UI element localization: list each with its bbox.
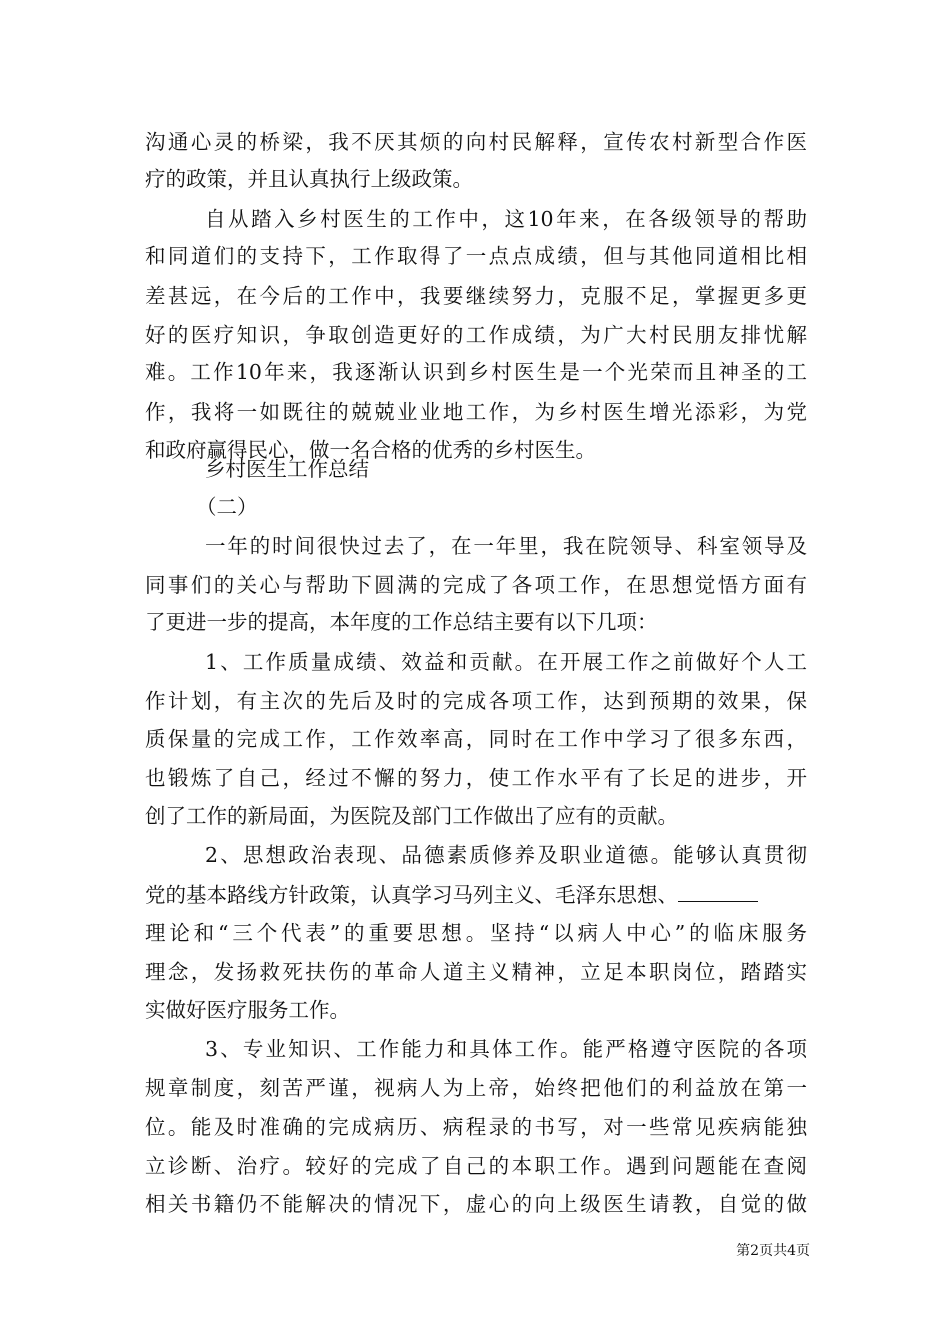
text-line: 也锻炼了自己，经过不懈的努力，使工作水平有了长足的进步，开	[145, 766, 807, 790]
text-line: 和同道们的支持下，工作取得了一点点成绩，但与其他同道相比相	[145, 244, 807, 268]
text-line: 创了工作的新局面，为医院及部门工作做出了应有的贡献。	[145, 804, 678, 828]
text-line: 位。能及时准确的完成病历、病程录的书写，对一些常见疾病能独	[145, 1115, 807, 1139]
text-line: 了更进一步的提高，本年度的工作总结主要有以下几项：	[145, 610, 658, 634]
text-line: 疗的政策，并且认真执行上级政策。	[145, 167, 473, 191]
text-line: 和政府赢得民心，做一名合格的优秀的乡村医生。	[145, 438, 596, 462]
text-line: 作，我将一如既往的兢兢业业地工作，为乡村医生增光添彩，为党	[145, 400, 807, 424]
text-line: 好的医疗知识，争取创造更好的工作成绩，为广大村民朋友排忧解	[145, 323, 807, 347]
text-line: 沟通心灵的桥梁，我不厌其烦的向村民解释，宣传农村新型合作医	[145, 130, 807, 154]
page-indicator: 第2页共4页	[736, 1243, 810, 1259]
section-number: （二）	[196, 495, 258, 519]
paragraph-first-line: 3、专业知识、工作能力和具体工作。能严格遵守医院的各项	[205, 1037, 807, 1061]
paragraph-first-line: 自从踏入乡村医生的工作中，这10年来，在各级领导的帮助	[205, 207, 807, 231]
text-line: 差甚远，在今后的工作中，我要继续努力，克服不足，掌握更多更	[145, 284, 807, 308]
text-line: 作计划，有主次的先后及时的完成各项工作，达到预期的效果，保	[145, 689, 807, 713]
text-line: 质保量的完成工作，工作效率高，同时在工作中学习了很多东西，	[145, 727, 807, 751]
text-segment: 党的基本路线方针政策，认真学习马列主义、毛泽东思想、	[145, 883, 678, 907]
text-line: 难。工作10年来，我逐渐认识到乡村医生是一个光荣而且神圣的工	[145, 360, 807, 384]
text-line: 同事们的关心与帮助下圆满的完成了各项工作，在思想觉悟方面有	[145, 573, 807, 597]
fill-in-blank	[678, 881, 758, 902]
text-line: 规章制度，刻苦严谨，视病人为上帝，始终把他们的利益放在第一	[145, 1076, 807, 1100]
text-line: 立诊断、治疗。较好的完成了自己的本职工作。遇到问题能在查阅	[145, 1154, 807, 1178]
text-line: 实做好医疗服务工作。	[145, 998, 350, 1022]
paragraph-first-line: 1、工作质量成绩、效益和贡献。在开展工作之前做好个人工	[205, 650, 807, 674]
paragraph-first-line: 一年的时间很快过去了，在一年里，我在院领导、科室领导及	[205, 534, 807, 558]
text-line-with-blank	[145, 875, 807, 915]
text-line: 理念，发扬救死扶伤的革命人道主义精神，立足本职岗位，踏踏实	[145, 960, 807, 984]
text-line: 相关书籍仍不能解决的情况下，虚心的向上级医生请教，自觉的做	[145, 1192, 807, 1216]
section-title: 乡村医生工作总结	[205, 457, 369, 481]
text-line: 理论和“三个代表”的重要思想。坚持“以病人中心”的临床服务	[145, 921, 807, 945]
paragraph-first-line: 2、思想政治表现、品德素质修养及职业道德。能够认真贯彻	[205, 843, 807, 867]
